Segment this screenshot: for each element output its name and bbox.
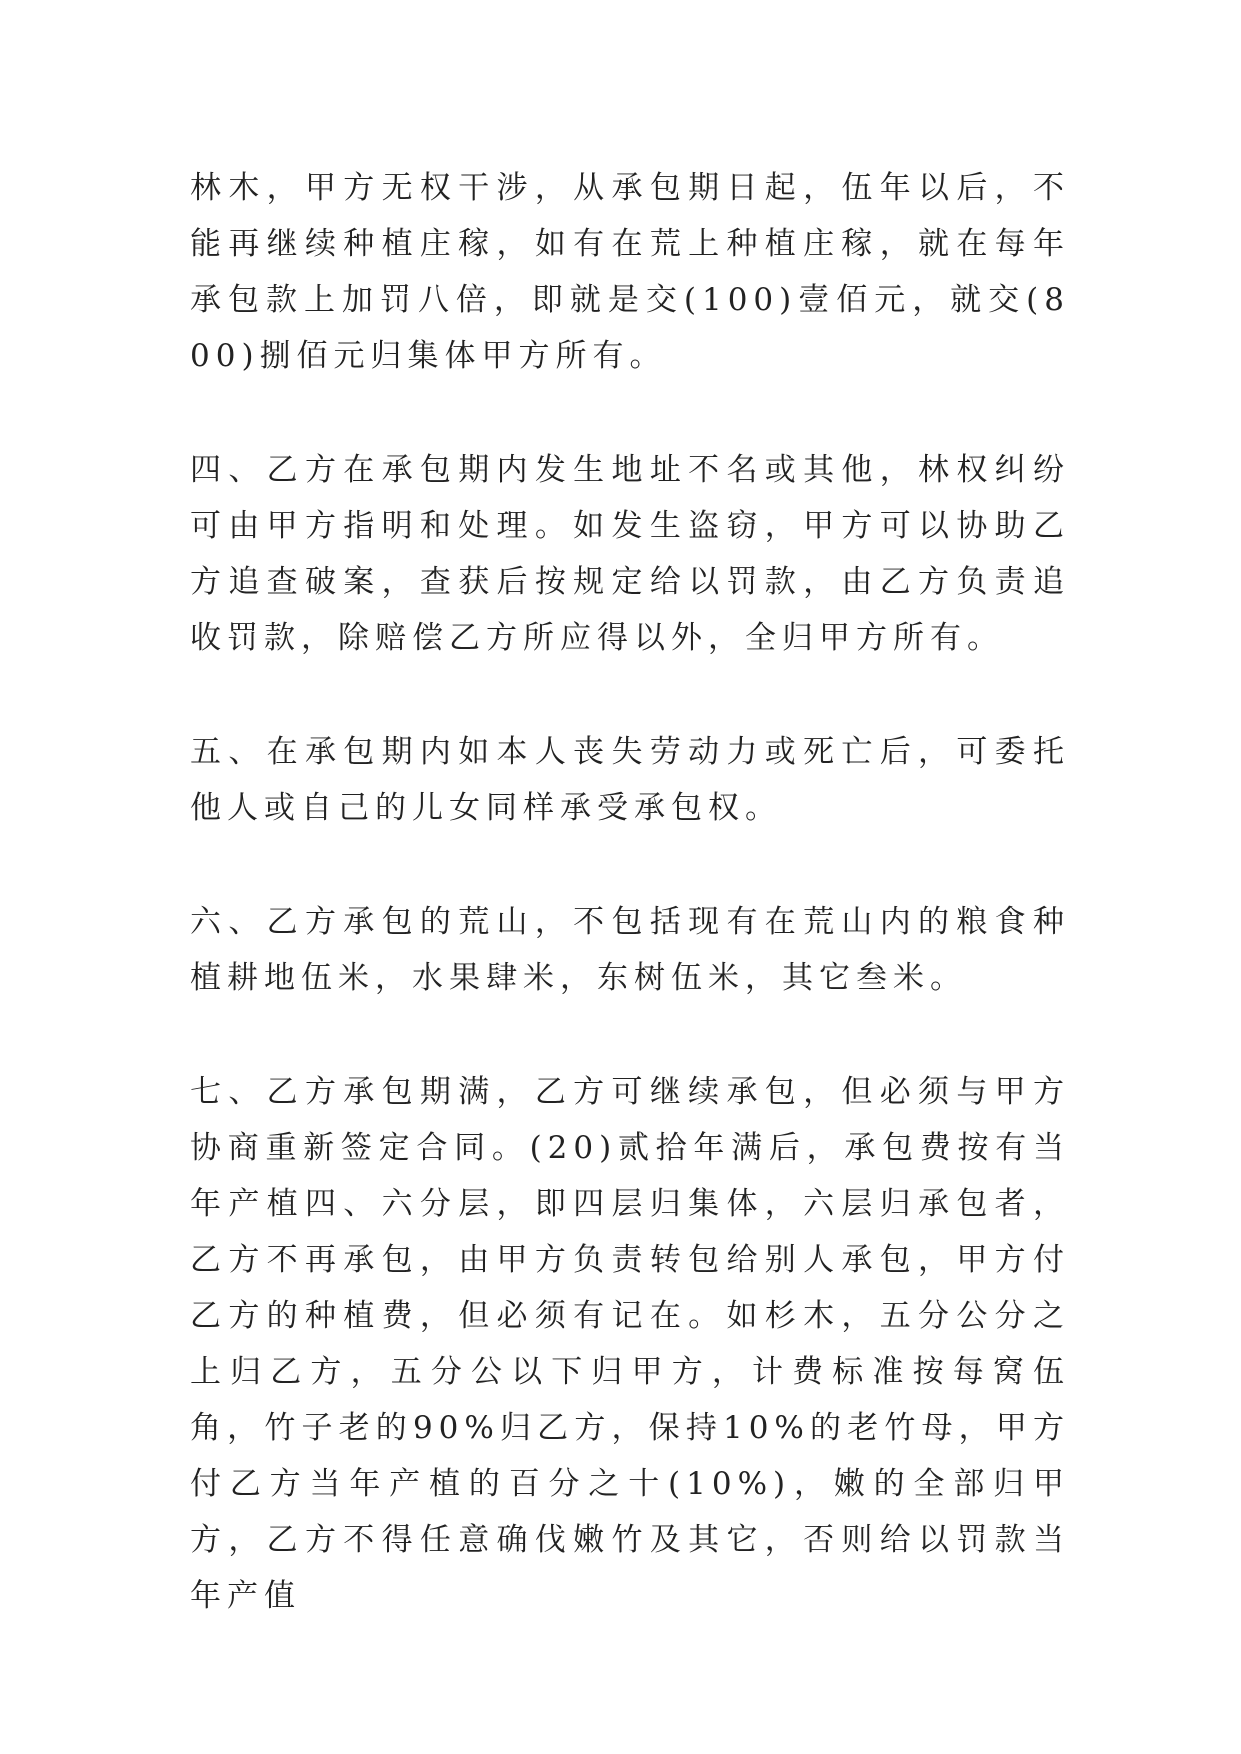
paragraph-forest-clause-continued: 林木，甲方无权干涉，从承包期日起，伍年以后，不能再继续种植庄稼，如有在荒上种植庄稼，就在每年承包款上加罚八倍，即就是交(100)壹佰元，就交(800)捌佰元归集体甲方所有。 [190,170,1070,374]
paragraph-clause-6: 六、乙方承包的荒山，不包括现有在荒山内的粮食种植耕地伍米，水果肆米，东树伍米，其它叁米。 [190,904,1070,996]
contract-text-body [190,160,1070,1624]
paragraph-clause-4: 四、乙方在承包期内发生地址不名或其他，林权纠纷可由甲方指明和处理。如发生盗窃，甲方可以协助乙方追查破案，查获后按规定给以罚款，由乙方负责追收罚款，除赔偿乙方所应得以外，全归甲方所有。 [190,452,1070,656]
paragraph-clause-5: 五、在承包期内如本人丧失劳动力或死亡后，可委托他人或自己的儿女同样承受承包权。 [190,734,1070,826]
paragraph-clause-7: 七、乙方承包期满，乙方可继续承包，但必须与甲方协商重新签定合同。(20)贰拾年满后，承包费按有当年产植四、六分层，即四层归集体，六层归承包者，乙方不再承包，由甲方负责转包给别人承包，甲方付乙方的种植费，但必须有记在。如杉木，五分公分之上归乙方，五分公以下归甲方，计费标准按每窝伍角，竹子老的90%归乙方，保持10%的老竹母，甲方付乙方当年产植的百分之十(10%)，嫩的全部归甲方，乙方不得任意确伐嫩竹及其它，否则给以罚款当年产值 [190,1074,1070,1614]
